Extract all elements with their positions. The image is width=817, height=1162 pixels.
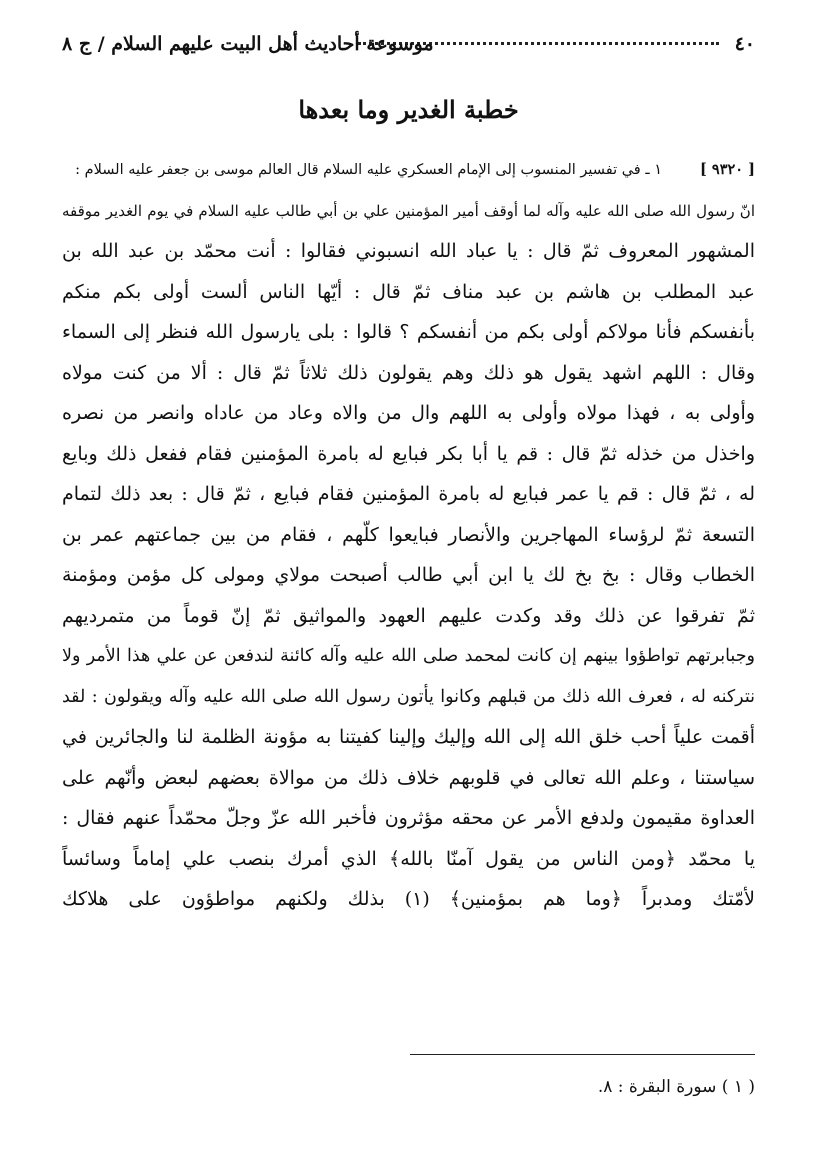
body-line: العداوة مقيمون ولدفع الأمر عن محقه مؤثرون فأخبر الله عزّ وجلّ محمّداً عنهم فقال : (62, 807, 755, 829)
body-line: سياستنا ، وعلم الله تعالى في قلوبهم خلاف ذلك من موالاة بعضهم لبعض وأنّهم على (62, 766, 755, 789)
body-line: واخذل من خذله ثمّ قال : قم يا أبا بكر فبايع له بامرة المؤمنين فقام ففعل ذلك وبايع (62, 442, 755, 465)
body-line: انّ رسول الله صلى الله عليه وآله لما أوقف أمير المؤمنين علي بن أبي طالب عليه السلام في يوم الغدير موقفه (62, 201, 755, 220)
body-line: التسعة ثمّ لرؤساء المهاجرين والأنصار فبايعوا كلّهم ، فقام من بين جماعتهم عمر بن (62, 523, 755, 546)
body-line: نتركنه له ، فعرف الله ذلك من قبلهم وكانوا يأتون رسول الله صلى الله عليه وآله ويقولون : لقد (62, 686, 755, 707)
body-line: وأولى به ، فهذا مولاه وأولى به اللهم وال من والاه وعاد من عاداه وانصر من نصره (62, 402, 755, 424)
body-line: وقال : اللهم اشهد يقول هو ذلك وهم يقولون ذلك ثلاثاً ثمّ قال : ألا من كنت مولاه (62, 361, 755, 384)
body-line: وجبابرتهم تواطؤوا بينهم إن كانت لمحمد صلى الله عليه وآله كائنة لندفعن عن علي هذا الأمر ولا (62, 646, 755, 666)
running-header (62, 30, 755, 58)
body-line: الخطاب وقال : بخ بخ لك يا ابن أبي طالب أصبحت مولاي ومولى كل مؤمن ومؤمنة (62, 564, 755, 586)
body-line: له ، ثمّ قال : قم يا عمر فبايع له بامرة المؤمنين فقام فبايع ، ثمّ قال : بعد ذلك لتمام (62, 483, 755, 505)
section-title: خطبة الغدير وما بعدها (298, 95, 519, 124)
body-line: بأنفسكم فأنا مولاكم أولى بكم من أنفسكم ؟ قالوا : بلى يارسول الله فنظر إلى السماء (62, 321, 755, 343)
footnote: ( ١ ) سورة البقرة : ٨. (597, 1077, 755, 1097)
hadith-body (62, 150, 755, 920)
body-line: عبد المطلب بن هاشم بن عبد مناف ثمّ قال : أيّها الناس ألست أولى بكم منكم (62, 280, 755, 303)
body-line: أقمت علياً أحب خلق الله إلى الله وإليك وإلينا كفيتنا به مؤونة الظلمة لنا والجائرين في (62, 726, 755, 748)
body-line: لأمّتك ومدبراً ﴿وما هم بمؤمنين﴾ (١) بذلك ولكنهم مواطؤون على هلاكك (62, 888, 755, 910)
page-number: ٤٠ (734, 33, 755, 55)
hadith-first-line (62, 150, 755, 191)
book-title: موسوعة أحاديث أهل البيت عليهم السلام / ج ٨ (62, 33, 434, 55)
body-line: المشهور المعروف ثمّ قال : يا عباد الله انسبوني فقالوا : أنت محمّد بن عبد الله بن (62, 240, 755, 262)
body-line: ١ ـ في تفسير المنسوب إلى الإمام العسكري عليه السلام قال العالم موسى بن جعفر عليه السلام : (75, 162, 662, 178)
footnote-rule (410, 1054, 755, 1055)
hadith-number: [ ٩٣٢٠ ] (700, 161, 755, 178)
body-line: ثمّ تفرقوا عن ذلك وقد وكدت عليهم العهود والمواثيق ثمّ إنّ قوماً من متمرديهم (62, 604, 755, 627)
body-line: يا محمّد ﴿ومن الناس من يقول آمنّا بالله﴾ الذي أمرك بنصب علي إماماً وسائساً (62, 847, 755, 870)
